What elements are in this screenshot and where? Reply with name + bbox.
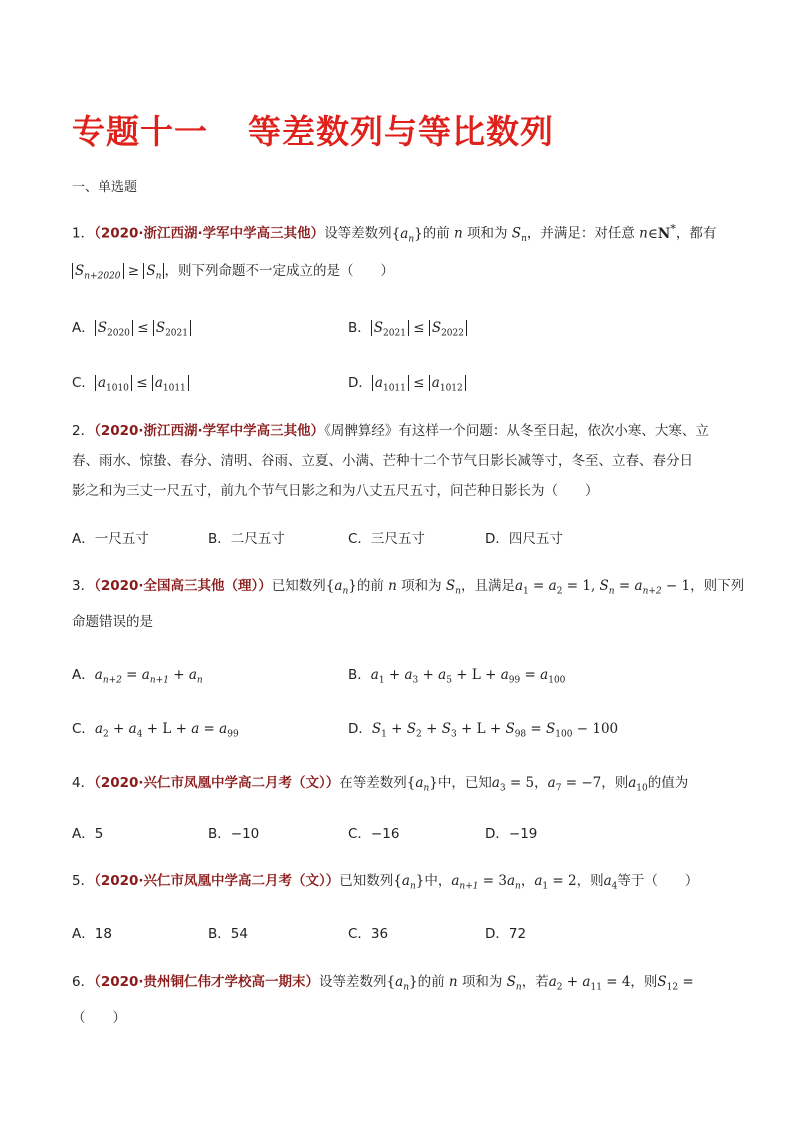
question-2: 2．（2020·浙江西湖·学军中学高三其他）《周髀算经》有这样一个问题：从冬至日起，依次小寒、大寒、立 — [72, 423, 709, 439]
question-1-line2: $S_{n+2020} \ge S_n$ ，则下列命题不一定成立的是（ ） — [72, 261, 394, 287]
question-3: 3．（2020·全国高三其他（理））已知数列$\{a_n\}$的前 n 项和为 $S_n$，且满足$a_1 = a_2 = 1$, $S_n = a_{n+2} - 1$，则下列 — [72, 578, 745, 597]
title-part1: 专题十一 — [72, 112, 208, 151]
question-6: 6．（2020·贵州铜仁伟才学校高一期末）设等差数列$\{a_n\}$的前 n 项和为 $S_n$，若$a_2 + a_{11} = 4$，则$S_{12}$ = — [72, 974, 694, 993]
q3-option-b[interactable]: B．$a_1 + a_3 + a_5 + L + a_{99} = a_{100}$ — [348, 667, 566, 686]
q1-option-d[interactable]: D． $a_{1011} \le a_{1012}$ — [348, 371, 466, 394]
q5-option-d[interactable]: D．72 — [485, 926, 527, 942]
q5-option-a[interactable]: A．18 — [72, 926, 112, 942]
page-title — [72, 106, 554, 153]
q1-option-a[interactable]: A． $S_{2020} \le S_{2021}$ — [72, 316, 191, 339]
question-2-line2: 春、雨水、惊蛰、春分、清明、谷雨、立夏、小满、芒种十二个节气日影长减等寸，冬至、立春、春分日 — [72, 453, 693, 469]
question-4: 4．（2020·兴仁市凤凰中学高二月考（文））在等差数列$\{a_n\}$中，已知$a_3 = 5$，$a_7 = -7$，则$a_{10}$的值为 — [72, 775, 689, 794]
q1-option-b[interactable]: B． $S_{2021} \le S_{2022}$ — [348, 316, 467, 339]
q4-option-c[interactable]: C．−16 — [348, 826, 400, 842]
question-5: 5．（2020·兴仁市凤凰中学高二月考（文））已知数列$\{a_n\}$中，$a_{n+1} = 3a_n$，$a_1 = 2$，则$a_4$等于（ ） — [72, 873, 699, 892]
question-3-line2: 命题错误的是 — [72, 614, 153, 630]
question-source: （2020·兴仁市凤凰中学高二月考（文）） — [94, 775, 340, 791]
q5-option-b[interactable]: B．54 — [208, 926, 248, 942]
q5-option-c[interactable]: C．36 — [348, 926, 389, 942]
q1-option-c[interactable]: C． $a_{1010} \le a_{1011}$ — [72, 371, 189, 394]
question-source: （2020·全国高三其他（理）） — [94, 578, 272, 594]
question-1: 1．（2020·浙江西湖·学军中学高三其他）设等差数列$\{a_n\}$的前 n 项和为 $S_n$，并满足：对任意 n∈N*，都有 — [72, 222, 717, 245]
q4-option-b[interactable]: B．−10 — [208, 826, 260, 842]
q3-option-c[interactable]: C．$a_2 + a_4 + L + a = a_{99}$ — [72, 721, 239, 740]
q2-option-d[interactable]: D．四尺五寸 — [485, 531, 563, 547]
q4-option-d[interactable]: D．−19 — [485, 826, 538, 842]
question-source: （2020·浙江西湖·学军中学高三其他） — [94, 423, 325, 439]
question-6-line2: （ ） — [72, 1010, 126, 1026]
section-heading: 一、单选题 — [72, 180, 138, 195]
question-source: （2020·贵州铜仁伟才学校高一期末） — [94, 974, 320, 990]
question-2-line3: 影之和为三丈一尺五寸，前九个节气日影之和为八丈五尺五寸，问芒种日影长为（ ） — [72, 483, 599, 499]
q3-option-d[interactable]: D．$S_1 + S_2 + S_3 + L + S_{98} = S_{100} - 100$ — [348, 721, 619, 740]
title-part2: 等差数列与等比数列 — [248, 112, 554, 151]
q2-option-c[interactable]: C．三尺五寸 — [348, 531, 425, 547]
q3-option-a[interactable]: A．$a_{n+2} = a_{n+1} + a_n$ — [72, 667, 203, 686]
question-source: （2020·浙江西湖·学军中学高三其他） — [94, 225, 325, 242]
question-source: （2020·兴仁市凤凰中学高二月考（文）） — [94, 873, 340, 889]
q2-option-a[interactable]: A．一尺五寸 — [72, 531, 149, 547]
q2-option-b[interactable]: B．二尺五寸 — [208, 531, 285, 547]
q4-option-a[interactable]: A．5 — [72, 826, 104, 842]
